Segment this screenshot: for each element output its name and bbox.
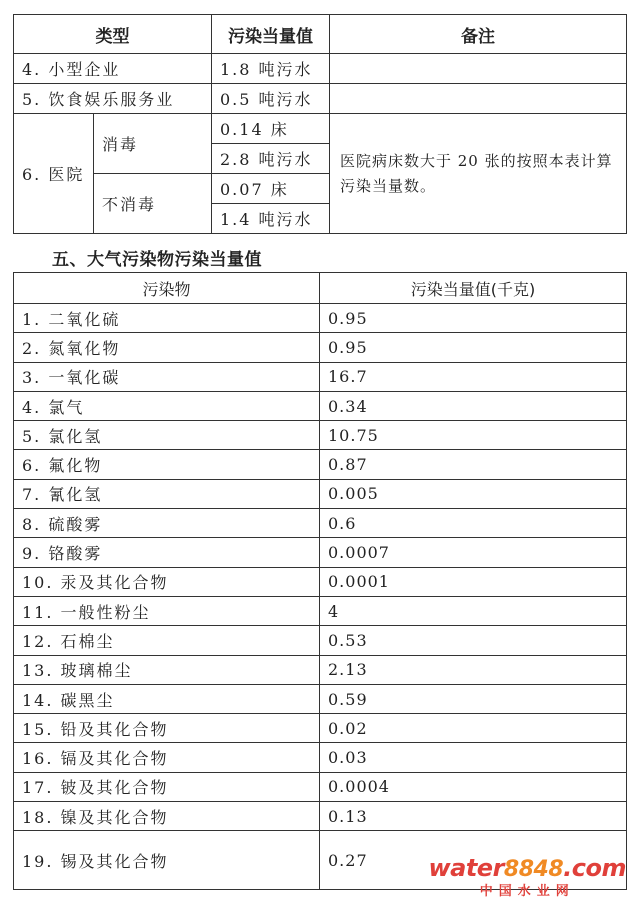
- no-disinfect-bed-value: 0.07 床: [212, 174, 330, 204]
- table-row: [14, 714, 627, 743]
- pollutant-name: 6. 氟化物: [14, 450, 320, 479]
- pollutant-name: 4. 氯气: [14, 391, 320, 420]
- pollutant-value: 0.0007: [320, 538, 627, 567]
- pollutant-name: 3. 一氧化碳: [14, 362, 320, 391]
- table-row: [14, 333, 627, 362]
- header-note: 备注: [330, 15, 627, 54]
- pollutant-name: 5. 氯化氢: [14, 421, 320, 450]
- pollutant-value: 2.13: [320, 655, 627, 684]
- watermark-subtitle: 中国水业网: [479, 884, 575, 899]
- table-row: [14, 479, 627, 508]
- table-row: [14, 567, 627, 596]
- pollutant-value: 0.0004: [320, 772, 627, 801]
- pollutant-value: 0.95: [320, 333, 627, 362]
- pollutant-value: 0.13: [320, 802, 627, 831]
- pollutant-name: 17. 铍及其化合物: [14, 772, 320, 801]
- pollutant-value: 0.03: [320, 743, 627, 772]
- section-title: 五、大气污染物污染当量值: [52, 250, 262, 270]
- table-row: [14, 114, 627, 144]
- pollutant-value: 0.0001: [320, 567, 627, 596]
- header-value: 污染当量值: [212, 15, 330, 54]
- pollutant-name: 9. 铬酸雾: [14, 538, 320, 567]
- pollutant-value: 0.87: [320, 450, 627, 479]
- pollutant-name: 19. 锡及其化合物: [14, 831, 320, 890]
- header-pollutant: 污染物: [14, 273, 320, 304]
- pollutant-name: 13. 玻璃棉尘: [14, 655, 320, 684]
- pollutant-value: 4: [320, 596, 627, 625]
- table-row: [14, 450, 627, 479]
- header-value: 污染当量值(千克): [320, 273, 627, 304]
- pollutant-value: 0.95: [320, 304, 627, 333]
- row-value: 0.5 吨污水: [212, 84, 330, 114]
- pollutant-name: 1. 二氧化硫: [14, 304, 320, 333]
- table-row: [14, 802, 627, 831]
- table-row: [14, 743, 627, 772]
- table-header-row: [14, 15, 627, 54]
- pollutant-name: 16. 镉及其化合物: [14, 743, 320, 772]
- pollutant-value: 0.53: [320, 626, 627, 655]
- pollutant-value: 0.59: [320, 684, 627, 713]
- table-row: [14, 84, 627, 114]
- watermark-wordmark: water8848.com: [428, 854, 626, 882]
- pollutant-value: 0.02: [320, 714, 627, 743]
- pollutant-name: 18. 镍及其化合物: [14, 802, 320, 831]
- table-row: [14, 421, 627, 450]
- pollutant-value: 0.6: [320, 509, 627, 538]
- hospital-note: 医院病床数大于 20 张的按照本表计算污染当量数。: [330, 114, 627, 234]
- table-row: [14, 304, 627, 333]
- row-name: 4. 小型企业: [14, 54, 212, 84]
- pollutant-name: 14. 碳黑尘: [14, 684, 320, 713]
- table-header-row: [14, 273, 627, 304]
- watermark-logo: [428, 854, 626, 899]
- disinfect-water-value: 2.8 吨污水: [212, 144, 330, 174]
- row-name: 5. 饮食娱乐服务业: [14, 84, 212, 114]
- pollutant-name: 11. 一般性粉尘: [14, 596, 320, 625]
- table-row: [14, 509, 627, 538]
- row-value: 1.8 吨污水: [212, 54, 330, 84]
- disinfect-bed-value: 0.14 床: [212, 114, 330, 144]
- table-row: [14, 54, 627, 84]
- table-row: [14, 772, 627, 801]
- table-row: [14, 684, 627, 713]
- pollutant-value: 0.27: [320, 831, 627, 890]
- row-note: [330, 84, 627, 114]
- air-pollutant-table: [13, 272, 627, 890]
- table-body: [14, 304, 627, 890]
- table-row: [14, 362, 627, 391]
- row-note: [330, 54, 627, 84]
- wastewater-equivalent-table: [13, 14, 627, 234]
- pollutant-name: 15. 铅及其化合物: [14, 714, 320, 743]
- pollutant-value: 0.34: [320, 391, 627, 420]
- table-row: [14, 655, 627, 684]
- pollutant-name: 12. 石棉尘: [14, 626, 320, 655]
- pollutant-name: 10. 汞及其化合物: [14, 567, 320, 596]
- table-row: [14, 538, 627, 567]
- pollutant-name: 2. 氮氧化物: [14, 333, 320, 362]
- table-row: [14, 596, 627, 625]
- no-disinfect-water-value: 1.4 吨污水: [212, 204, 330, 234]
- pollutant-value: 10.75: [320, 421, 627, 450]
- pollutant-value: 16.7: [320, 362, 627, 391]
- hospital-label: 6. 医院: [14, 114, 94, 234]
- table-row: [14, 626, 627, 655]
- disinfect-label: 消毒: [94, 114, 212, 174]
- pollutant-value: 0.005: [320, 479, 627, 508]
- header-type: 类型: [14, 15, 212, 54]
- no-disinfect-label: 不消毒: [94, 174, 212, 234]
- pollutant-name: 7. 氰化氢: [14, 479, 320, 508]
- table-row: [14, 391, 627, 420]
- pollutant-name: 8. 硫酸雾: [14, 509, 320, 538]
